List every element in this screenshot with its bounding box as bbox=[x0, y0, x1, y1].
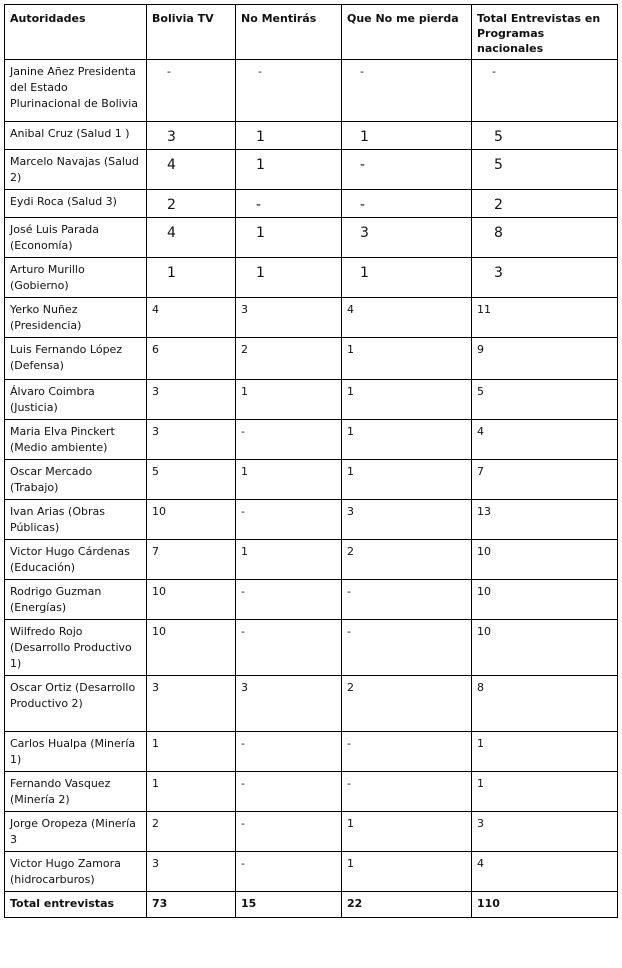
cell-que-no-me-pierda: - bbox=[342, 580, 472, 620]
cell-total: 4 bbox=[472, 852, 618, 892]
cell-que-no-me-pierda: 1 bbox=[342, 338, 472, 380]
cell-bolivia-tv: 3 bbox=[147, 852, 236, 892]
cell-no-mentiras: 3 bbox=[236, 298, 342, 338]
table-row bbox=[5, 380, 618, 420]
table-row bbox=[5, 500, 618, 540]
table-container bbox=[4, 4, 618, 918]
table-row bbox=[5, 676, 618, 732]
cell-total: 5 bbox=[472, 150, 618, 190]
header-autoridades: Autoridades bbox=[5, 5, 147, 60]
table-row bbox=[5, 150, 618, 190]
interviews-table bbox=[4, 4, 618, 918]
cell-que-no-me-pierda: 1 bbox=[342, 122, 472, 150]
total-que-no-me-pierda: 22 bbox=[342, 892, 472, 918]
table-row bbox=[5, 218, 618, 258]
total-bolivia-tv: 73 bbox=[147, 892, 236, 918]
cell-bolivia-tv: 10 bbox=[147, 580, 236, 620]
total-no-mentiras: 15 bbox=[236, 892, 342, 918]
table-row bbox=[5, 812, 618, 852]
cell-total: - bbox=[472, 60, 618, 122]
cell-no-mentiras: - bbox=[236, 580, 342, 620]
cell-no-mentiras: 2 bbox=[236, 338, 342, 380]
cell-no-mentiras: 1 bbox=[236, 460, 342, 500]
cell-total: 2 bbox=[472, 190, 618, 218]
total-entrevistas: 110 bbox=[472, 892, 618, 918]
cell-bolivia-tv: 7 bbox=[147, 540, 236, 580]
cell-no-mentiras: - bbox=[236, 732, 342, 772]
authority-name: Victor Hugo Zamora (hidrocarburos) bbox=[5, 852, 147, 892]
cell-no-mentiras: 1 bbox=[236, 150, 342, 190]
cell-bolivia-tv: 6 bbox=[147, 338, 236, 380]
cell-no-mentiras: - bbox=[236, 500, 342, 540]
cell-total: 8 bbox=[472, 218, 618, 258]
cell-total: 4 bbox=[472, 420, 618, 460]
cell-bolivia-tv: 3 bbox=[147, 122, 236, 150]
table-row bbox=[5, 852, 618, 892]
cell-total: 7 bbox=[472, 460, 618, 500]
cell-bolivia-tv: 3 bbox=[147, 676, 236, 732]
table-row bbox=[5, 540, 618, 580]
cell-bolivia-tv: 10 bbox=[147, 620, 236, 676]
header-total: Total Entrevistas en Programas nacionales bbox=[472, 5, 618, 60]
authority-name: Álvaro Coimbra (Justicia) bbox=[5, 380, 147, 420]
authority-name: Arturo Murillo (Gobierno) bbox=[5, 258, 147, 298]
cell-total: 10 bbox=[472, 540, 618, 580]
cell-no-mentiras: - bbox=[236, 190, 342, 218]
cell-bolivia-tv: 2 bbox=[147, 812, 236, 852]
cell-no-mentiras: - bbox=[236, 852, 342, 892]
cell-bolivia-tv: 10 bbox=[147, 500, 236, 540]
table-row bbox=[5, 190, 618, 218]
header-row bbox=[5, 5, 618, 60]
cell-que-no-me-pierda: 1 bbox=[342, 852, 472, 892]
cell-total: 5 bbox=[472, 122, 618, 150]
cell-que-no-me-pierda: 1 bbox=[342, 420, 472, 460]
table-body bbox=[5, 60, 618, 892]
cell-bolivia-tv: 4 bbox=[147, 218, 236, 258]
cell-que-no-me-pierda: 1 bbox=[342, 460, 472, 500]
cell-que-no-me-pierda: - bbox=[342, 60, 472, 122]
table-row bbox=[5, 460, 618, 500]
cell-bolivia-tv: 2 bbox=[147, 190, 236, 218]
cell-que-no-me-pierda: - bbox=[342, 150, 472, 190]
cell-que-no-me-pierda: 1 bbox=[342, 258, 472, 298]
authority-name: José Luis Parada (Economía) bbox=[5, 218, 147, 258]
authority-name: Wilfredo Rojo (Desarrollo Productivo 1) bbox=[5, 620, 147, 676]
cell-no-mentiras: - bbox=[236, 420, 342, 460]
cell-total: 5 bbox=[472, 380, 618, 420]
cell-total: 11 bbox=[472, 298, 618, 338]
authority-name: Oscar Ortiz (Desarrollo Productivo 2) bbox=[5, 676, 147, 732]
table-row bbox=[5, 420, 618, 460]
table-row bbox=[5, 338, 618, 380]
cell-no-mentiras: - bbox=[236, 620, 342, 676]
cell-no-mentiras: 1 bbox=[236, 218, 342, 258]
authority-name: Rodrigo Guzman (Energías) bbox=[5, 580, 147, 620]
cell-total: 13 bbox=[472, 500, 618, 540]
cell-no-mentiras: - bbox=[236, 812, 342, 852]
table-row bbox=[5, 298, 618, 338]
cell-que-no-me-pierda: 3 bbox=[342, 500, 472, 540]
cell-no-mentiras: 1 bbox=[236, 258, 342, 298]
authority-name: Janine Añez Presidenta del Estado Plurinacional de Bolivia bbox=[5, 60, 147, 122]
cell-total: 3 bbox=[472, 812, 618, 852]
table-row bbox=[5, 772, 618, 812]
cell-no-mentiras: 1 bbox=[236, 122, 342, 150]
cell-no-mentiras: 1 bbox=[236, 540, 342, 580]
cell-bolivia-tv: 4 bbox=[147, 298, 236, 338]
authority-name: Eydi Roca (Salud 3) bbox=[5, 190, 147, 218]
cell-no-mentiras: 1 bbox=[236, 380, 342, 420]
cell-bolivia-tv: 1 bbox=[147, 258, 236, 298]
cell-que-no-me-pierda: - bbox=[342, 620, 472, 676]
cell-que-no-me-pierda: - bbox=[342, 772, 472, 812]
cell-bolivia-tv: 3 bbox=[147, 420, 236, 460]
cell-total: 1 bbox=[472, 732, 618, 772]
authority-name: Fernando Vasquez (Minería 2) bbox=[5, 772, 147, 812]
cell-bolivia-tv: 5 bbox=[147, 460, 236, 500]
header-no-mentiras: No Mentirás bbox=[236, 5, 342, 60]
authority-name: Ivan Arias (Obras Públicas) bbox=[5, 500, 147, 540]
authority-name: Maria Elva Pinckert (Medio ambiente) bbox=[5, 420, 147, 460]
table-row bbox=[5, 620, 618, 676]
table-row bbox=[5, 122, 618, 150]
cell-que-no-me-pierda: 1 bbox=[342, 380, 472, 420]
cell-bolivia-tv: 3 bbox=[147, 380, 236, 420]
table-row bbox=[5, 258, 618, 298]
cell-que-no-me-pierda: 2 bbox=[342, 676, 472, 732]
cell-que-no-me-pierda: 3 bbox=[342, 218, 472, 258]
table-row bbox=[5, 60, 618, 122]
header-que-no-me-pierda: Que No me pierda bbox=[342, 5, 472, 60]
cell-que-no-me-pierda: - bbox=[342, 732, 472, 772]
cell-total: 9 bbox=[472, 338, 618, 380]
cell-que-no-me-pierda: 1 bbox=[342, 812, 472, 852]
authority-name: Jorge Oropeza (Minería 3 bbox=[5, 812, 147, 852]
cell-total: 3 bbox=[472, 258, 618, 298]
authority-name: Anibal Cruz (Salud 1 ) bbox=[5, 122, 147, 150]
authority-name: Marcelo Navajas (Salud 2) bbox=[5, 150, 147, 190]
authority-name: Victor Hugo Cárdenas (Educación) bbox=[5, 540, 147, 580]
cell-total: 10 bbox=[472, 580, 618, 620]
cell-no-mentiras: - bbox=[236, 60, 342, 122]
authority-name: Carlos Hualpa (Minería 1) bbox=[5, 732, 147, 772]
authority-name: Yerko Nuñez (Presidencia) bbox=[5, 298, 147, 338]
header-bolivia-tv: Bolivia TV bbox=[147, 5, 236, 60]
table-row bbox=[5, 580, 618, 620]
total-row bbox=[5, 892, 618, 918]
authority-name: Luis Fernando López (Defensa) bbox=[5, 338, 147, 380]
table-row bbox=[5, 732, 618, 772]
cell-total: 8 bbox=[472, 676, 618, 732]
cell-bolivia-tv: 1 bbox=[147, 732, 236, 772]
cell-que-no-me-pierda: - bbox=[342, 190, 472, 218]
cell-que-no-me-pierda: 4 bbox=[342, 298, 472, 338]
authority-name: Oscar Mercado (Trabajo) bbox=[5, 460, 147, 500]
cell-que-no-me-pierda: 2 bbox=[342, 540, 472, 580]
cell-total: 10 bbox=[472, 620, 618, 676]
cell-bolivia-tv: 4 bbox=[147, 150, 236, 190]
cell-total: 1 bbox=[472, 772, 618, 812]
cell-no-mentiras: - bbox=[236, 772, 342, 812]
cell-no-mentiras: 3 bbox=[236, 676, 342, 732]
total-label: Total entrevistas bbox=[5, 892, 147, 918]
cell-bolivia-tv: - bbox=[147, 60, 236, 122]
cell-bolivia-tv: 1 bbox=[147, 772, 236, 812]
